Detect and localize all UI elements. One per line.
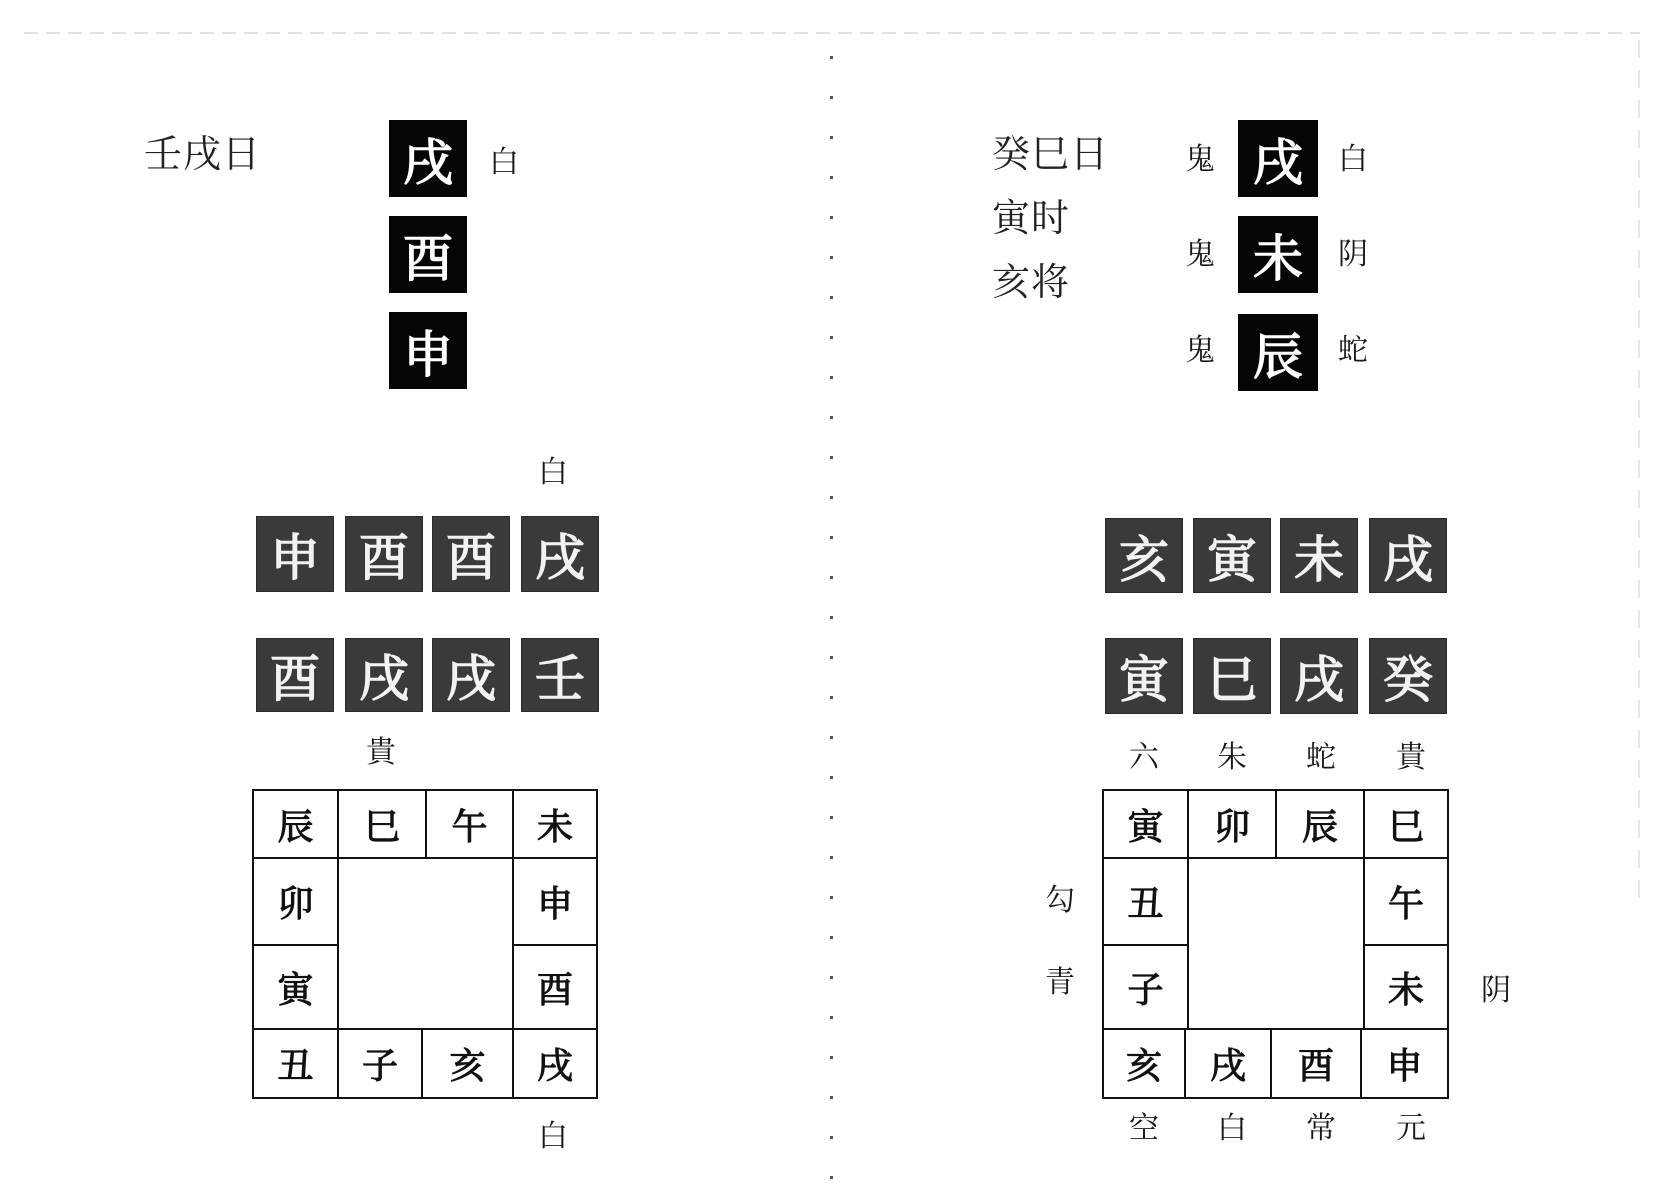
grid-god-top-1: 六: [1129, 740, 1159, 775]
grid-god-bottom-1: 空: [1129, 1111, 1159, 1146]
grid-cell-right-1: 申: [512, 857, 598, 946]
sanchuan-box-2: 酉: [389, 216, 467, 293]
grid-god-right-1: 阴: [1481, 973, 1511, 1008]
sanchuan-box-2: 未: [1238, 216, 1318, 293]
sanchuan-relation-label-3: 鬼: [1185, 333, 1215, 368]
grid-cell-right-2: 未: [1363, 944, 1449, 1030]
sike-lower-cell-2: 戌: [345, 638, 423, 712]
sanchuan-relation-label-1: 鬼: [1185, 142, 1215, 177]
sike-upper-cell-4: 戌: [1369, 518, 1447, 593]
grid-bottom-god-label: 白: [538, 1119, 568, 1154]
sanchuan-box-3: 辰: [1238, 314, 1318, 391]
sike-upper-cell-4: 戌: [521, 516, 599, 592]
grid-god-top-2: 朱: [1217, 740, 1247, 775]
general-label: 亥将: [992, 260, 1071, 304]
sike-lower-cell-2: 巳: [1193, 638, 1271, 714]
grid-cell-top-4: 巳: [1363, 789, 1449, 859]
grid-cell-top-4: 未: [512, 789, 598, 859]
grid-cell-bottom-1: 丑: [252, 1028, 339, 1099]
grid-cell-right-2: 酉: [512, 944, 598, 1030]
sike-god-label: 白: [538, 455, 568, 490]
grid-god-bottom-3: 常: [1306, 1111, 1336, 1146]
sanchuan-god-label-1: 白: [1338, 142, 1368, 177]
grid-cell-bottom-4: 申: [1360, 1028, 1449, 1099]
sike-upper-cell-2: 寅: [1193, 518, 1271, 593]
grid-cell-left-2: 寅: [252, 944, 339, 1030]
sike-upper-cell-2: 酉: [345, 516, 423, 592]
grid-cell-left-2: 子: [1102, 944, 1189, 1030]
grid-cell-left-1: 卯: [252, 857, 339, 946]
sike-lower-cell-4: 癸: [1369, 638, 1447, 714]
sanchuan-box-1: 戌: [389, 120, 467, 197]
sike-lower-cell-4: 壬: [521, 638, 599, 712]
grid-god-bottom-4: 元: [1396, 1111, 1426, 1146]
sanchuan-god-label-3: 蛇: [1338, 333, 1368, 368]
sike-upper-cell-1: 亥: [1105, 518, 1183, 593]
day-label: 壬戌日: [144, 132, 262, 176]
grid-god-bottom-2: 白: [1217, 1111, 1247, 1146]
grid-cell-bottom-3: 亥: [421, 1028, 514, 1099]
sike-lower-cell-3: 戌: [432, 638, 510, 712]
grid-cell-top-1: 辰: [252, 789, 339, 859]
sike-upper-cell-3: 未: [1280, 518, 1358, 593]
grid-cell-top-2: 巳: [337, 789, 427, 859]
grid-cell-bottom-3: 酉: [1270, 1028, 1362, 1099]
grid-cell-bottom-2: 子: [337, 1028, 423, 1099]
sike-upper-cell-3: 酉: [432, 516, 510, 592]
grid-cell-right-1: 午: [1363, 857, 1449, 946]
right-panel: [833, 0, 1665, 1191]
grid-cell-left-1: 丑: [1102, 857, 1189, 946]
grid-cell-top-3: 辰: [1275, 789, 1365, 859]
sike-lower-cell-3: 戌: [1280, 638, 1358, 714]
grid-god-left-1: 勾: [1045, 883, 1075, 918]
left-panel: [0, 0, 830, 1191]
grid-cell-bottom-4: 戌: [512, 1028, 598, 1099]
sanchuan-box-1: 戌: [1238, 120, 1318, 197]
grid-cell-top-1: 寅: [1102, 789, 1189, 859]
sanchuan-god-label-1: 白: [489, 145, 519, 180]
sanchuan-god-label-2: 阴: [1338, 237, 1368, 272]
grid-cell-bottom-1: 亥: [1102, 1028, 1186, 1099]
sike-upper-cell-1: 申: [256, 516, 334, 592]
grid-god-left-2: 青: [1045, 965, 1075, 1000]
sanchuan-box-3: 申: [389, 312, 467, 389]
grid-top-god-label: 貴: [366, 735, 396, 770]
grid-god-top-4: 貴: [1396, 740, 1426, 775]
grid-cell-top-3: 午: [425, 789, 514, 859]
grid-god-top-3: 蛇: [1306, 740, 1336, 775]
sike-lower-cell-1: 寅: [1105, 638, 1183, 714]
sike-lower-cell-1: 酉: [256, 638, 334, 712]
grid-cell-top-2: 卯: [1187, 789, 1277, 859]
sanchuan-relation-label-2: 鬼: [1185, 237, 1215, 272]
day-label: 癸巳日: [992, 132, 1110, 176]
grid-cell-bottom-2: 戌: [1184, 1028, 1272, 1099]
hour-label: 寅时: [992, 196, 1071, 240]
